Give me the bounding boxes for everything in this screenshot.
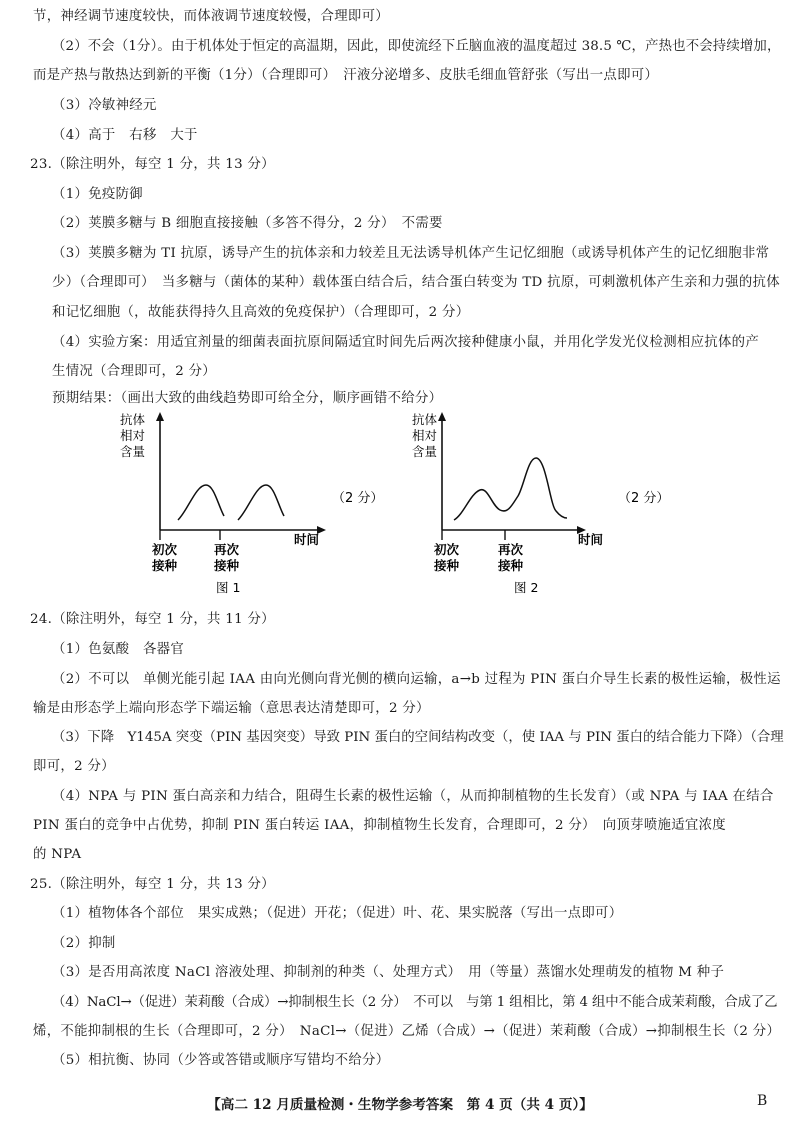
answer-line: （1）色氨酸 各器官 (52, 642, 185, 657)
answer-line: 和记忆细胞（，故能获得持久且高效的免疫保护）（合理即可，2 分） (52, 305, 470, 320)
fig2-y-label-1: 抗体 (412, 412, 438, 427)
fig2-first-dose-2: 接种 (434, 558, 460, 573)
fig2-y-arrow (438, 412, 446, 421)
fig2-y-label-3: 含量 (412, 444, 438, 459)
fig2-curve (454, 458, 567, 520)
answer-line: （2）不会（1分）。由于机体处于恒定的高温期，因此，即使流经下丘脑血液的温度超过 38.5 ℃，产热也不会持续增加， (52, 39, 781, 54)
fig1-y-label-1: 抗体 (120, 412, 146, 427)
answer-line: 烯，不能抑制根的生长（合理即可，2 分） NaCl→（促进）乙烯（合成）→（促进）茉莉酸（合成）→抑制根生长（2 分） (33, 1024, 781, 1039)
question-header-23: 23.（除注明外，每空 1 分，共 13 分） (30, 157, 275, 172)
fig2-first-dose-1: 初次 (434, 542, 460, 557)
answer-line: （4）NPA 与 PIN 蛋白高亲和力结合，阻碍生长素的极性运输（，从而抑制植物的生长发育）（或 NPA 与 IAA 在结合 (52, 789, 774, 804)
fig1-second-dose-1: 再次 (214, 542, 240, 557)
fig2-caption: 图 2 (514, 580, 539, 595)
fig1-curve-first (178, 485, 224, 520)
figure-1 (120, 412, 383, 595)
question-header-25: 25.（除注明外，每空 1 分，共 13 分） (30, 877, 275, 892)
fig1-y-label-3: 含量 (120, 444, 146, 459)
fig1-x-label: 时间 (294, 532, 320, 547)
answer-line: （4）实验方案：用适宜剂量的细菌表面抗原间隔适宜时间先后两次接种健康小鼠，并用化学发光仪检测相应抗体的产 (52, 335, 760, 350)
question-header-24: 24.（除注明外，每空 1 分，共 11 分） (30, 612, 275, 627)
antibody-figures (120, 410, 680, 600)
answer-line: 的 NPA (33, 847, 82, 862)
answer-line: （3）是否用高浓度 NaCl 溶液处理、抑制剂的种类（、处理方式） 用（等量）蒸馏水处理萌发的植物 M 种子 (52, 965, 725, 980)
answer-line: （1）免疫防御 (52, 187, 143, 202)
answer-line: （4）高于 右移 大于 (52, 128, 198, 143)
answer-line: 生情况（合理即可，2 分） (52, 364, 216, 379)
answer-line: （3）冷敏神经元 (52, 98, 157, 113)
answer-line: 即可，2 分） (33, 759, 115, 774)
fig1-curve-second (238, 485, 284, 520)
page-footer: 【高二 12 月质量检测・生物学参考答案 第 4 页（共 4 页）】 (207, 1097, 593, 1113)
answer-line: （2）不可以 单侧光能引起 IAA 由向光侧向背光侧的横向运输，a→b 过程为 PIN 蛋白介导生长素的极性运输，极性运 (52, 672, 781, 687)
fig2-score: （2 分） (618, 491, 670, 506)
answer-line: 预期结果：（画出大致的曲线趋势即可给全分，顺序画错不给分） (52, 391, 443, 406)
answer-line: （3）下降 Y145A 突变（PIN 基因突变）导致 PIN 蛋白的空间结构改变（，使 IAA 与 PIN 蛋白的结合能力下降）（合理 (52, 730, 784, 745)
fig2-x-label: 时间 (578, 532, 604, 547)
answer-line: （4）NaCl→（促进）茉莉酸（合成）→抑制根生长（2 分） 不可以 与第 1 组相比，第 4 组中不能合成茉莉酸，合成了乙 (52, 995, 778, 1010)
fig2-second-dose-1: 再次 (498, 542, 524, 557)
fig1-second-dose-2: 接种 (214, 558, 240, 573)
figure-2 (412, 412, 669, 595)
answer-line: PIN 蛋白的竞争中占优势，抑制 PIN 蛋白转运 IAA，抑制植物生长发育，合理即可，2 分） 向顶芽喷施适宜浓度 (33, 818, 726, 833)
answer-line: （2）荚膜多糖与 B 细胞直接接触（多答不得分，2 分） 不需要 (52, 216, 443, 231)
fig2-second-dose-2: 接种 (498, 558, 524, 573)
fig1-y-arrow (156, 412, 164, 421)
fig1-caption: 图 1 (216, 580, 241, 595)
answer-line: 输是由形态学上端向形态学下端运输（意思表达清楚即可，2 分） (33, 701, 430, 716)
answer-line: 少）（合理即可） 当多糖与（菌体的某种）载体蛋白结合后，结合蛋白转变为 TD 抗原，可刺激机体产生亲和力强的抗体 (52, 275, 780, 290)
fig1-score: （2 分） (332, 491, 384, 506)
answer-line: （3）荚膜多糖为 TI 抗原，诱导产生的抗体亲和力较差且无法诱导机体产生记忆细胞（或诱导机体产生的记忆细胞非常 (52, 246, 770, 261)
fig2-y-label-2: 相对 (412, 428, 438, 443)
answer-line: 节，神经调节速度较快，而体液调节速度较慢，合理即可） (33, 9, 389, 24)
answer-line: （1）植物体各个部位 果实成熟；（促进）开花；（促进）叶、花、果实脱落（写出一点即可） (52, 906, 623, 921)
fig1-y-label-2: 相对 (120, 428, 146, 443)
answer-line: （2）抑制 (52, 936, 116, 951)
antibody-curves-svg (120, 410, 680, 600)
paper-version-code: B (757, 1093, 768, 1109)
answer-line: （5）相抗衡、协同（少答或答错或顺序写错均不给分） (52, 1053, 390, 1068)
fig1-first-dose-1: 初次 (152, 542, 178, 557)
answer-line: 而是产热与散热达到新的平衡（1分）（合理即可） 汗液分泌增多、皮肤毛细血管舒张（写出一点即可） (33, 68, 659, 83)
fig1-first-dose-2: 接种 (152, 558, 178, 573)
